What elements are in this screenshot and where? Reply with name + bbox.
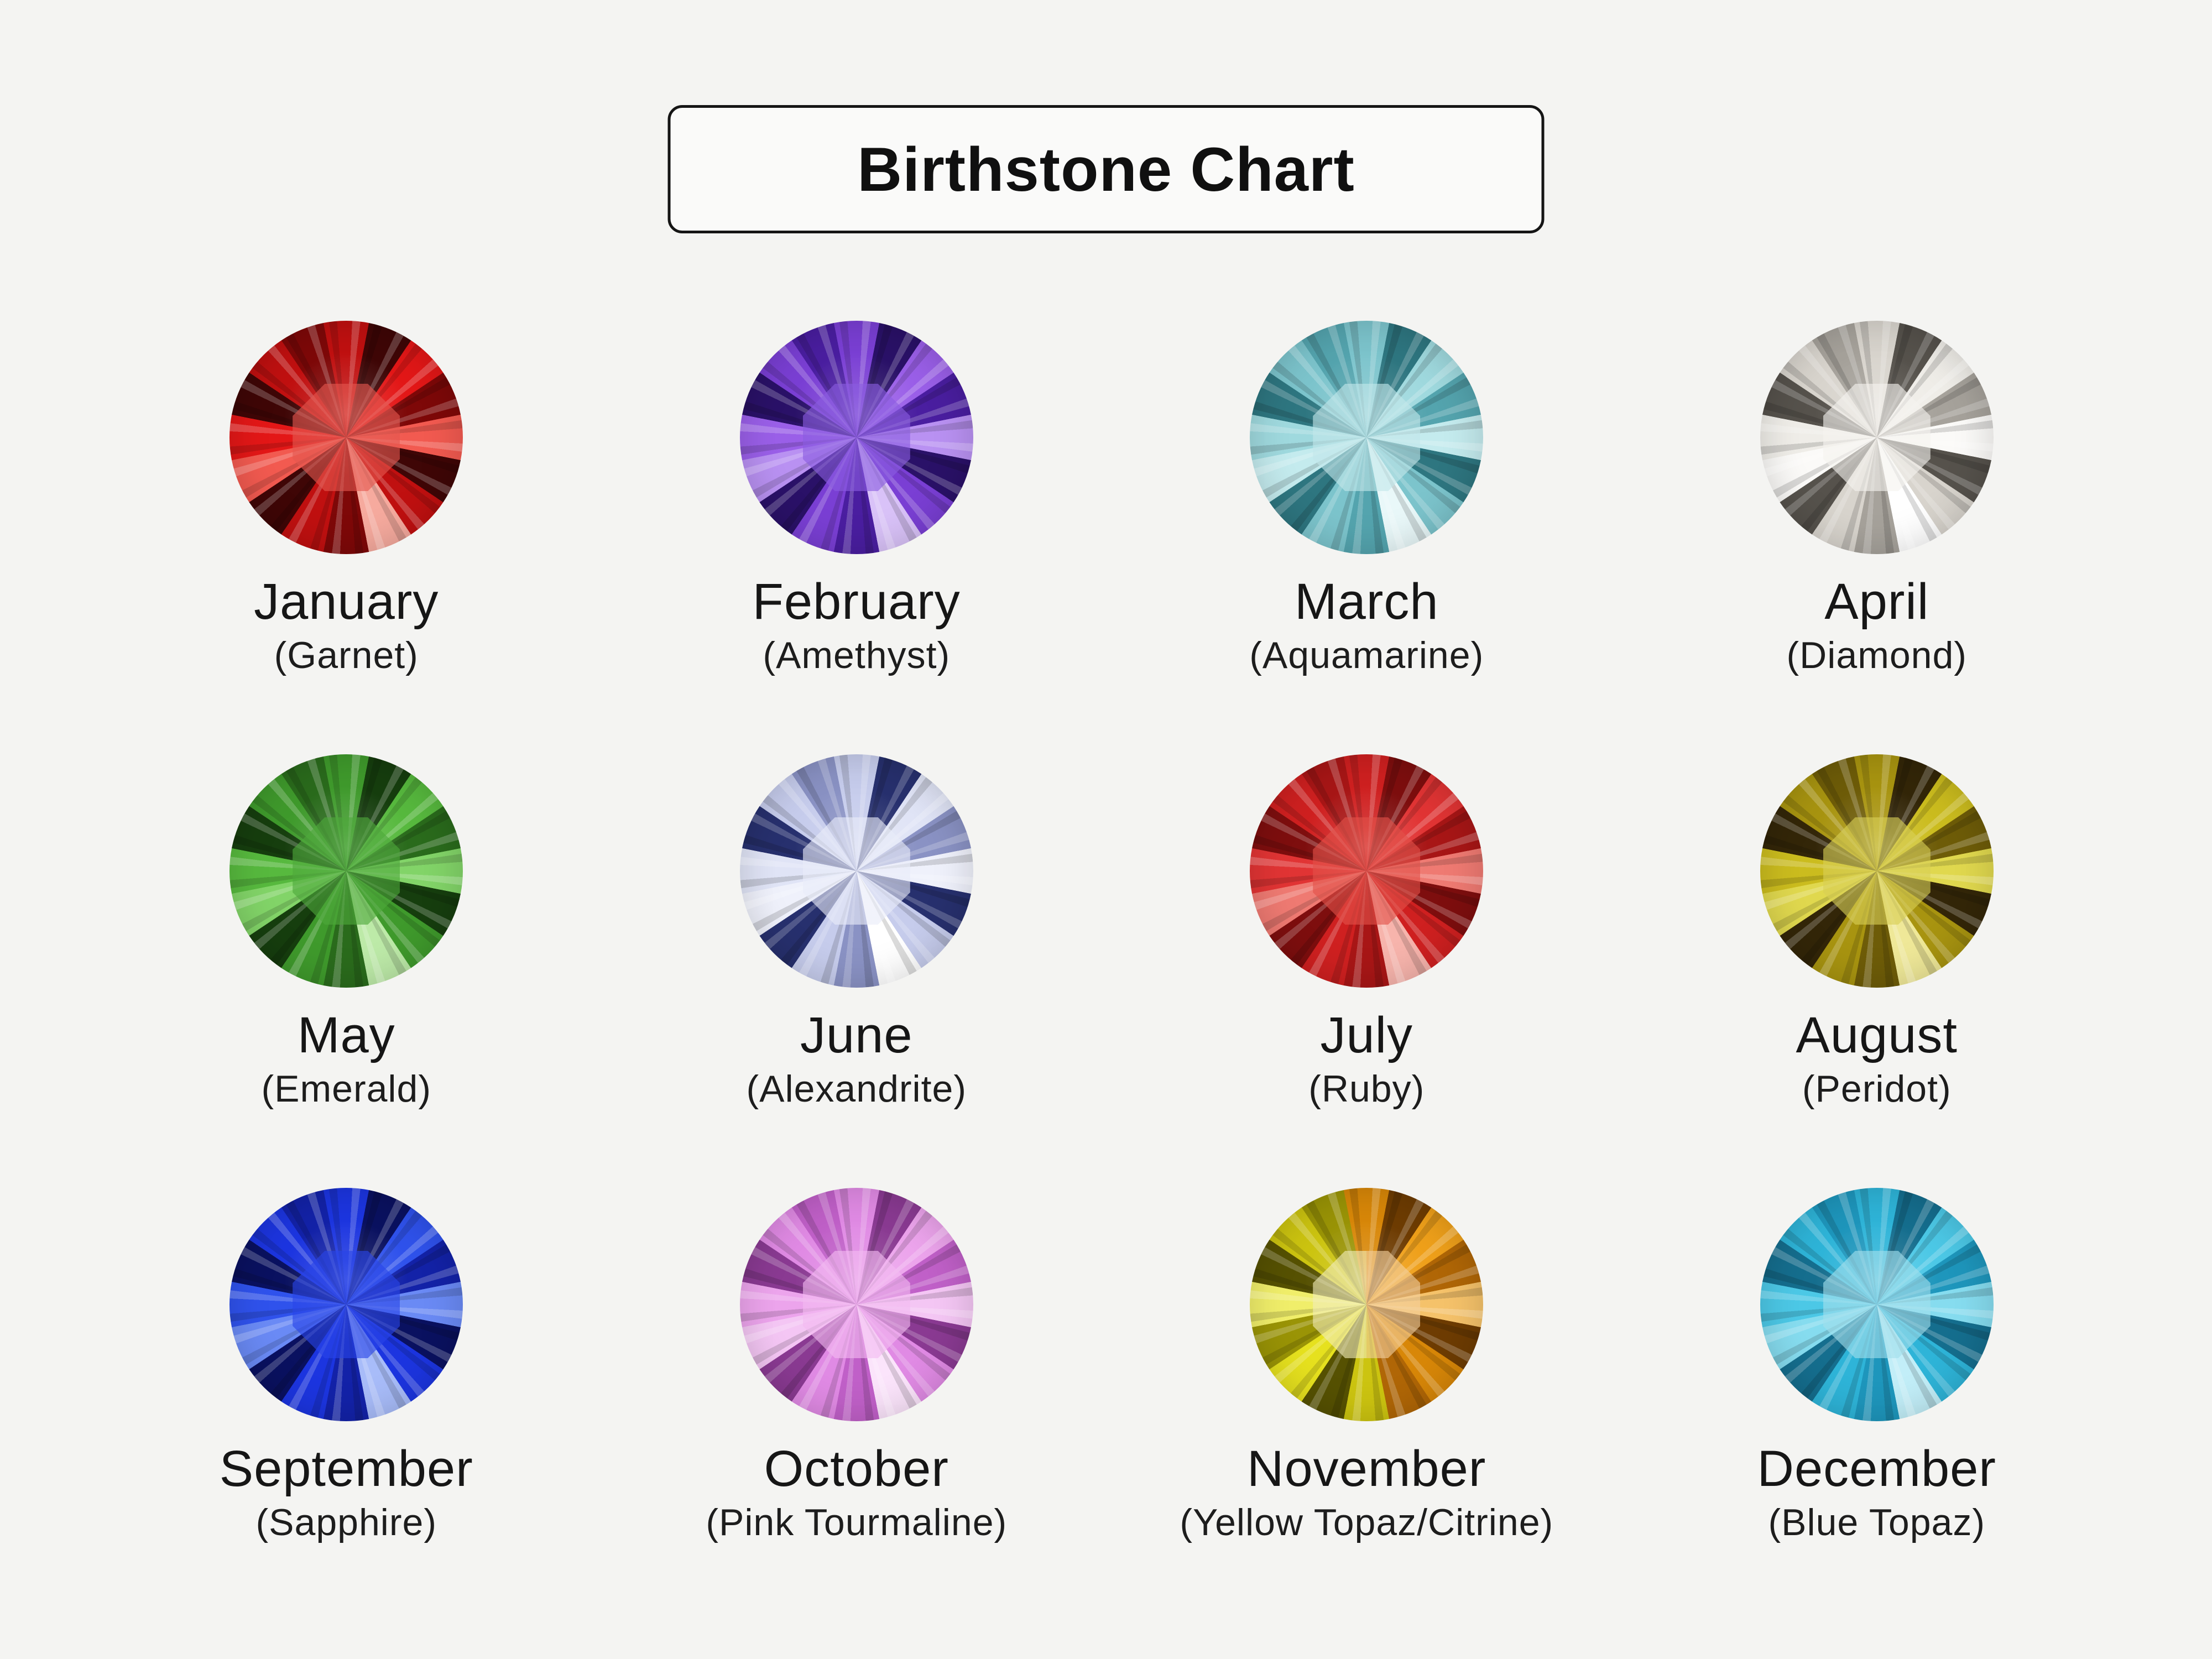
stone-label: (Yellow Topaz/Citrine) — [1180, 1501, 1554, 1543]
birthstone-cell-december — [1757, 1188, 1996, 1544]
aquamarine-gem-icon — [1250, 321, 1483, 554]
gem-table-facet — [803, 1251, 910, 1358]
month-label: October — [764, 1440, 949, 1497]
month-label: January — [254, 573, 439, 630]
stone-label: (Pink Tourmaline) — [706, 1501, 1008, 1543]
birthstone-cell-august — [1760, 754, 1994, 1110]
stone-label: (Emerald) — [261, 1067, 431, 1110]
month-label: May — [297, 1006, 395, 1063]
amethyst-gem-icon — [740, 321, 973, 554]
birthstone-cell-april — [1760, 321, 1994, 677]
stone-label: (Garnet) — [274, 634, 419, 676]
gem-table-facet — [293, 1251, 400, 1358]
month-label: June — [800, 1006, 913, 1063]
month-label: July — [1320, 1006, 1413, 1063]
birthstone-cell-february — [740, 321, 973, 677]
month-label: September — [219, 1440, 473, 1497]
alexandrite-gem-icon — [740, 754, 973, 988]
sapphire-gem-icon — [229, 1188, 463, 1421]
diamond-gem-icon — [1760, 321, 1994, 554]
stone-label: (Sapphire) — [255, 1501, 437, 1543]
gem-table-facet — [1313, 1251, 1420, 1358]
birthstone-cell-june — [740, 754, 973, 1110]
birthstone-cell-july — [1250, 754, 1483, 1110]
month-label: March — [1294, 573, 1439, 630]
month-label: November — [1247, 1440, 1486, 1497]
gem-table-facet — [1823, 1251, 1931, 1358]
birthstone-cell-september — [220, 1188, 473, 1544]
birthstone-grid — [91, 321, 2132, 1544]
birthstone-cell-january — [229, 321, 463, 677]
gem-table-facet — [1823, 817, 1931, 925]
month-label: December — [1757, 1440, 1996, 1497]
garnet-gem-icon — [229, 321, 463, 554]
peridot-gem-icon — [1760, 754, 1994, 988]
emerald-gem-icon — [229, 754, 463, 988]
month-label: February — [752, 573, 961, 630]
stone-label: (Alexandrite) — [746, 1067, 967, 1110]
month-label: August — [1796, 1006, 1958, 1063]
gem-table-facet — [803, 384, 910, 491]
stone-label: (Peridot) — [1802, 1067, 1952, 1110]
stone-label: (Blue Topaz) — [1768, 1501, 1985, 1543]
gem-table-facet — [293, 384, 400, 491]
gem-table-facet — [1823, 384, 1931, 491]
pink-tourmaline-gem-icon — [740, 1188, 973, 1421]
stone-label: (Ruby) — [1308, 1067, 1425, 1110]
stone-label: (Aquamarine) — [1249, 634, 1484, 676]
yellow-topaz-citrine-gem-icon — [1250, 1188, 1483, 1421]
gem-table-facet — [1313, 384, 1420, 491]
stone-label: (Diamond) — [1786, 634, 1967, 676]
month-label: April — [1824, 573, 1929, 630]
page-title: Birthstone Chart — [857, 134, 1355, 204]
stone-label: (Amethyst) — [763, 634, 951, 676]
gem-table-facet — [1313, 817, 1420, 925]
ruby-gem-icon — [1250, 754, 1483, 988]
title-box — [668, 105, 1545, 233]
gem-table-facet — [803, 817, 910, 925]
birthstone-cell-march — [1249, 321, 1484, 677]
birthstone-cell-may — [229, 754, 463, 1110]
blue-topaz-gem-icon — [1760, 1188, 1994, 1421]
birthstone-cell-november — [1180, 1188, 1553, 1544]
gem-table-facet — [293, 817, 400, 925]
birthstone-cell-october — [706, 1188, 1007, 1544]
